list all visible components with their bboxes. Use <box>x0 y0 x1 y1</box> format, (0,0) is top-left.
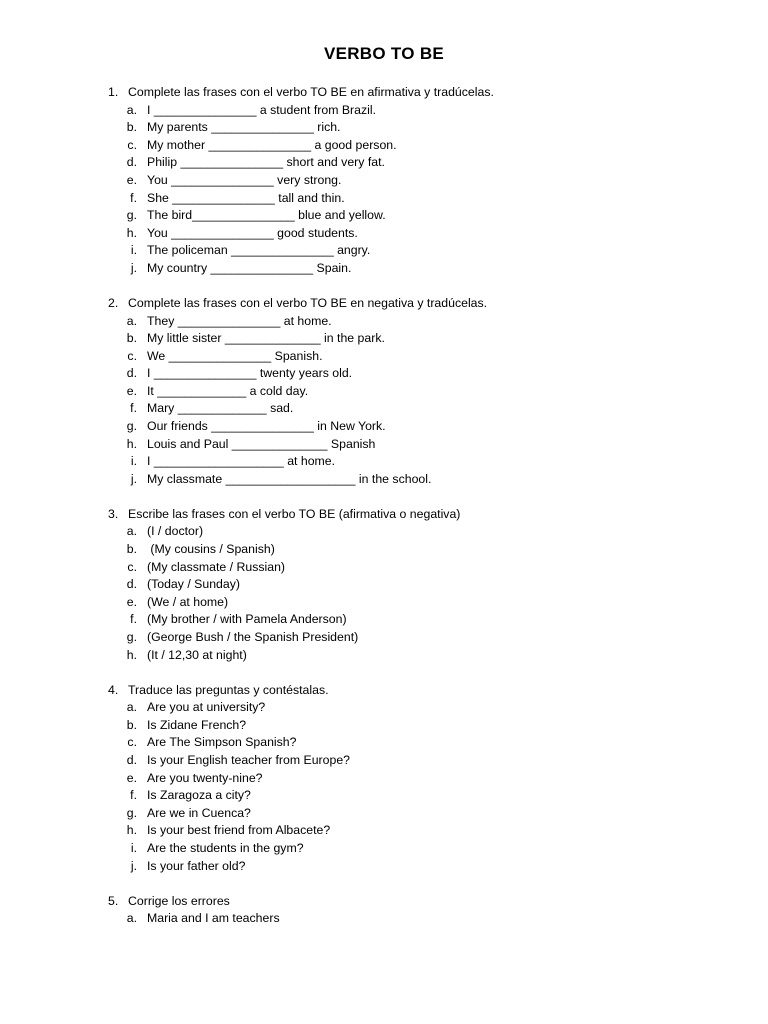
exercise-section <box>108 682 728 876</box>
exercise-item <box>108 400 728 418</box>
item-marker: g. <box>126 419 137 434</box>
exercise-item <box>108 840 728 858</box>
exercise-item <box>108 102 728 120</box>
item-marker: f. <box>130 401 137 416</box>
exercise-item <box>108 225 728 243</box>
item-text: (My cousins / Spanish) <box>147 542 275 557</box>
item-text: Louis and Paul ______________ Spanish <box>147 436 376 451</box>
item-marker: e. <box>126 383 137 398</box>
item-text: I _______________ twenty years old. <box>147 366 353 381</box>
item-text: Are The Simpson Spanish? <box>147 735 297 750</box>
exercise-item <box>108 611 728 629</box>
item-marker: f. <box>130 190 137 205</box>
item-marker: d. <box>126 366 137 381</box>
exercise-heading <box>108 295 728 313</box>
item-text: Are you twenty-nine? <box>147 770 263 785</box>
item-marker: d. <box>126 577 137 592</box>
item-text: Is your best friend from Albacete? <box>147 823 331 838</box>
exercise-item <box>108 717 728 735</box>
exercise-item <box>108 805 728 823</box>
item-text: We _______________ Spanish. <box>147 348 323 363</box>
item-marker: d. <box>126 155 137 170</box>
exercise-item <box>108 699 728 717</box>
item-marker: c. <box>127 559 137 574</box>
item-text: (My brother / with Pamela Anderson) <box>147 612 347 627</box>
item-text: Is Zaragoza a city? <box>147 788 251 803</box>
item-text: Is your father old? <box>147 858 246 873</box>
exercise-item <box>108 787 728 805</box>
exercise-item <box>108 770 728 788</box>
item-text: Our friends _______________ in New York. <box>147 419 386 434</box>
item-marker: a. <box>126 102 137 117</box>
item-text: My little sister ______________ in the park. <box>147 331 385 346</box>
item-marker: b. <box>126 542 137 557</box>
item-marker: a. <box>126 911 137 926</box>
exercise-item <box>108 594 728 612</box>
item-marker: j. <box>130 260 137 275</box>
item-text: I ___________________ at home. <box>147 454 336 469</box>
item-text: Are the students in the gym? <box>147 840 304 855</box>
exercise-item <box>108 576 728 594</box>
item-marker: i. <box>130 243 137 258</box>
exercise-number: 4. <box>108 682 119 697</box>
exercise-instruction: Escribe las frases con el verbo TO BE (afirmativa o negativa) <box>128 506 461 521</box>
exercise-heading <box>108 893 728 911</box>
item-text: (I / doctor) <box>147 524 204 539</box>
item-text: My classmate ___________________ in the school. <box>147 471 432 486</box>
exercise-item <box>108 172 728 190</box>
item-text: They _______________ at home. <box>147 313 332 328</box>
exercise-list <box>108 84 728 945</box>
exercise-section <box>108 893 728 928</box>
item-marker: a. <box>126 700 137 715</box>
exercise-item <box>108 822 728 840</box>
item-text: (George Bush / the Spanish President) <box>147 630 359 644</box>
exercise-item <box>108 418 728 436</box>
item-text: You _______________ very strong. <box>147 172 342 187</box>
item-text: The bird_______________ blue and yellow. <box>147 208 386 223</box>
item-marker: g. <box>126 208 137 223</box>
item-marker: e. <box>126 770 137 785</box>
exercise-item <box>108 436 728 454</box>
item-marker: i. <box>130 454 137 469</box>
item-text: (We / at home) <box>147 594 229 609</box>
exercise-item <box>108 453 728 471</box>
item-text: It _____________ a cold day. <box>147 383 309 398</box>
item-text: My mother _______________ a good person. <box>147 137 397 152</box>
item-marker: h. <box>126 823 137 838</box>
item-marker: a. <box>126 524 137 539</box>
item-marker: d. <box>126 752 137 767</box>
item-marker: c. <box>127 137 137 152</box>
exercise-number: 5. <box>108 893 119 908</box>
item-text: Are you at university? <box>147 700 266 715</box>
exercise-item <box>108 752 728 770</box>
item-text: Maria and I am teachers <box>147 911 280 926</box>
exercise-item <box>108 910 728 928</box>
item-marker: b. <box>126 120 137 135</box>
item-marker: c. <box>127 735 137 750</box>
item-marker: f. <box>130 612 137 627</box>
exercise-number: 1. <box>108 85 119 99</box>
item-marker: b. <box>126 717 137 732</box>
item-marker: h. <box>126 225 137 240</box>
exercise-instruction: Complete las frases con el verbo TO BE en negativa y tradúcelas. <box>128 295 488 310</box>
exercise-item <box>108 313 728 331</box>
exercise-item <box>108 647 728 665</box>
exercise-item <box>108 559 728 577</box>
item-marker: h. <box>126 647 137 662</box>
item-text: The policeman _______________ angry. <box>147 243 371 258</box>
exercise-heading <box>108 506 728 524</box>
item-text: (Today / Sunday) <box>147 577 240 592</box>
exercise-section <box>108 295 728 489</box>
item-text: Is Zidane French? <box>147 717 247 732</box>
exercise-item <box>108 260 728 278</box>
item-marker: c. <box>127 348 137 363</box>
exercise-item <box>108 858 728 876</box>
exercise-item <box>108 348 728 366</box>
exercise-item <box>108 119 728 137</box>
item-marker: f. <box>130 788 137 803</box>
item-marker: j. <box>130 858 137 873</box>
exercise-section <box>108 84 728 278</box>
item-text: Is your English teacher from Europe? <box>147 752 351 767</box>
exercise-item <box>108 365 728 383</box>
item-text: (It / 12,30 at night) <box>147 647 247 662</box>
item-marker: a. <box>126 313 137 328</box>
exercise-item <box>108 154 728 172</box>
worksheet-title: VERBO TO BE <box>323 44 445 63</box>
item-marker: b. <box>126 331 137 346</box>
exercise-item <box>108 207 728 225</box>
exercise-item <box>108 471 728 489</box>
exercise-number: 2. <box>108 295 119 310</box>
item-text: Are we in Cuenca? <box>147 805 251 820</box>
item-marker: g. <box>126 630 137 644</box>
exercise-instruction: Traduce las preguntas y contéstalas. <box>128 682 329 697</box>
item-text: (My classmate / Russian) <box>147 559 286 574</box>
exercise-item <box>108 137 728 155</box>
exercise-section <box>108 506 728 664</box>
exercise-item <box>108 383 728 401</box>
item-marker: i. <box>130 840 137 855</box>
exercise-item <box>108 190 728 208</box>
item-text: Philip _______________ short and very fat. <box>147 155 385 170</box>
item-text: My country _______________ Spain. <box>147 260 352 275</box>
item-marker: e. <box>126 594 137 609</box>
item-text: You _______________ good students. <box>147 225 358 240</box>
item-marker: g. <box>126 805 137 820</box>
exercise-heading <box>108 682 728 700</box>
exercise-item <box>108 523 728 541</box>
item-marker: e. <box>126 172 137 187</box>
exercise-instruction: Corrige los errores <box>128 893 230 908</box>
exercise-heading <box>108 84 728 102</box>
item-text: Mary _____________ sad. <box>147 401 294 416</box>
item-text: She _______________ tall and thin. <box>147 190 345 205</box>
item-marker: h. <box>126 436 137 451</box>
exercise-instruction: Complete las frases con el verbo TO BE en afirmativa y tradúcelas. <box>128 85 494 99</box>
exercise-item <box>108 330 728 348</box>
item-text: My parents _______________ rich. <box>147 120 341 135</box>
exercise-item <box>108 541 728 559</box>
exercise-item <box>108 629 728 647</box>
exercise-number: 3. <box>108 506 119 521</box>
item-marker: j. <box>130 471 137 486</box>
item-text: I _______________ a student from Brazil. <box>147 102 377 117</box>
exercise-item <box>108 734 728 752</box>
exercise-item <box>108 242 728 260</box>
